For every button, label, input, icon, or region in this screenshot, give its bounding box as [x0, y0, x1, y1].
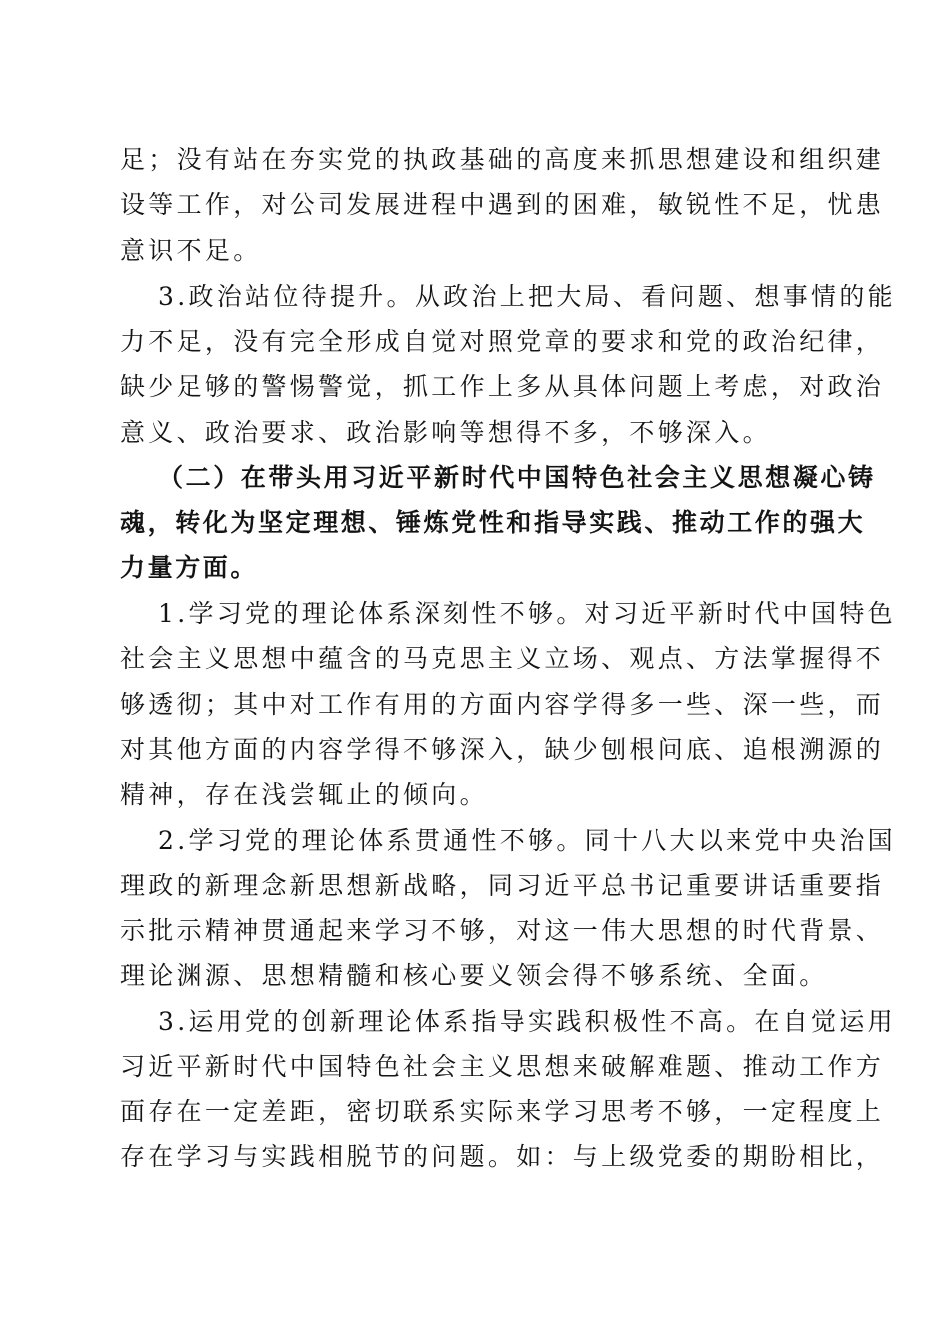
paragraph-line: 力不足，没有完全形成自觉对照党章的要求和党的政治纪律，	[120, 327, 885, 356]
paragraph-line: 3.政治站位待提升。从政治上把大局、看问题、想事情的能	[158, 282, 896, 311]
paragraph-line: 意义、政治要求、政治影响等想得不多，不够深入。	[120, 418, 771, 447]
paragraph-line: 存在学习与实践相脱节的问题。如：与上级党委的期盼相比，	[120, 1142, 885, 1171]
paragraph-line: 够透彻；其中对工作有用的方面内容学得多一些、深一些，而	[120, 690, 885, 719]
paragraph-line: 设等工作，对公司发展进程中遇到的困难，敏锐性不足，忧患	[120, 190, 885, 219]
paragraph-line: 示批示精神贯通起来学习不够，对这一伟大思想的时代背景、	[120, 916, 885, 945]
paragraph-line: 理论渊源、思想精髓和核心要义领会得不够系统、全面。	[120, 961, 828, 990]
paragraph-line: 2.学习党的理论体系贯通性不够。同十八大以来党中央治国	[158, 826, 896, 855]
paragraph-line: 1.学习党的理论体系深刻性不够。对习近平新时代中国特色	[158, 599, 896, 628]
paragraph-line: 面存在一定差距，密切联系实际来学习思考不够，一定程度上	[120, 1097, 885, 1126]
section-heading-line: 力量方面。	[120, 553, 259, 582]
paragraph-line: 社会主义思想中蕴含的马克思主义立场、观点、方法掌握得不	[120, 644, 885, 673]
section-heading-line: （二）在带头用习近平新时代中国特色社会主义思想凝心铸	[158, 463, 876, 492]
paragraph-line: 3.运用党的创新理论体系指导实践积极性不高。在自觉运用	[158, 1007, 896, 1036]
paragraph-line: 精神，存在浅尝辄止的倾向。	[120, 780, 488, 809]
paragraph-line: 对其他方面的内容学得不够深入，缺少刨根问底、追根溯源的	[120, 735, 885, 764]
paragraph-line: 足；没有站在夯实党的执政基础的高度来抓思想建设和组织建	[120, 145, 885, 174]
paragraph-line: 缺少足够的警惕警觉，抓工作上多从具体问题上考虑，对政治	[120, 372, 885, 401]
paragraph-line: 理政的新理念新思想新战略，同习近平总书记重要讲话重要指	[120, 871, 885, 900]
paragraph-line: 意识不足。	[120, 236, 262, 265]
paragraph-line: 习近平新时代中国特色社会主义思想来破解难题、推动工作方	[120, 1052, 885, 1081]
section-heading-line: 魂，转化为坚定理想、锤炼党性和指导实践、推动工作的强大	[120, 508, 866, 537]
